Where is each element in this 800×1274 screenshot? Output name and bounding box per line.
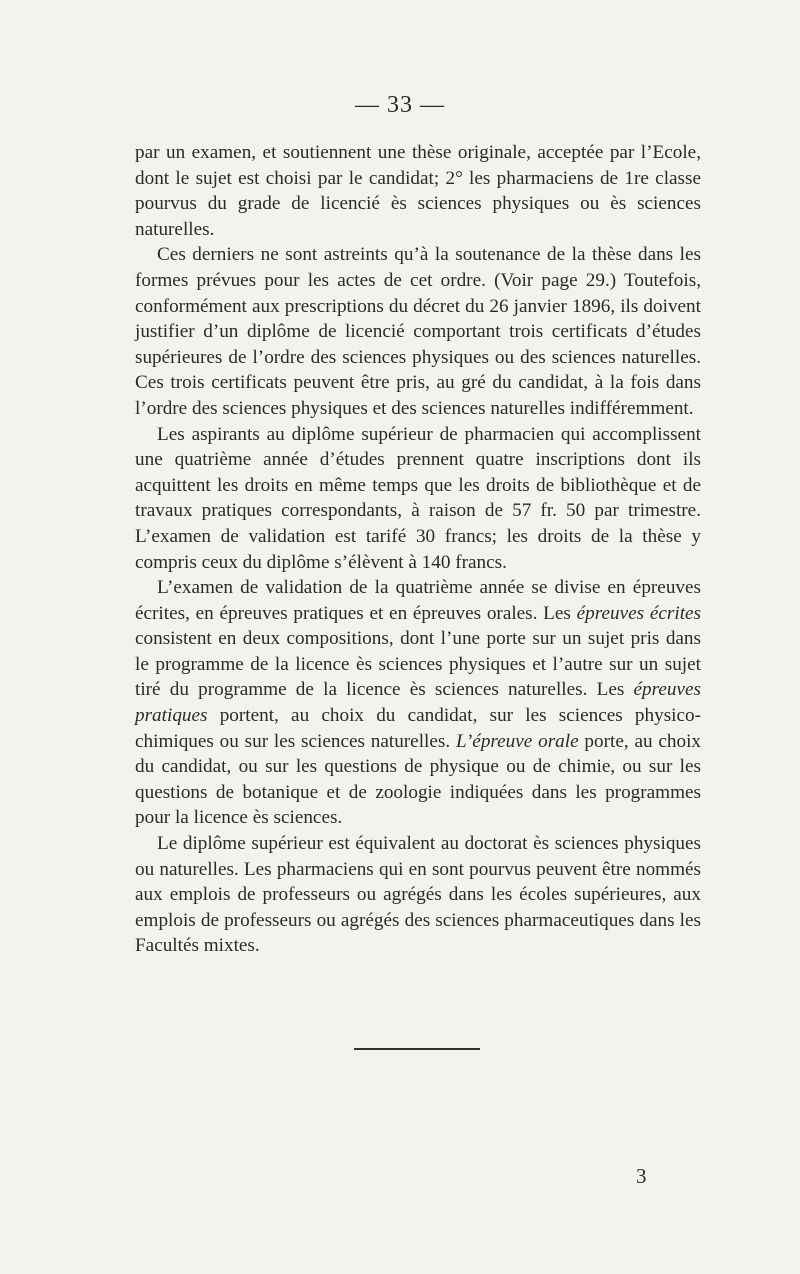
paragraph-1: par un examen, et soutiennent une thèse originale, acceptée par l’Ecole, dont le sujet est choisi par le candidat; 2° les pharmaciens de 1re classe pourvus du grade de licencié ès sciences physiques ou ès sciences naturelles.: [135, 142, 701, 240]
paragraph-3: Les aspirants au diplôme supérieur de pharmacien qui accomplissent une quatrième année d’études prennent quatre inscriptions dont ils acquittent les droits en même temps que les droits de bibliothèque et de travaux pratiques correspondants, à raison de 57 fr. 50 par trimestre. L’examen de validation est tarifé 30 francs; les droits de la thèse y compris ceux du diplôme s’élèvent à 140 francs.: [135, 423, 701, 573]
paragraph-4-text-e: portent, au choix du candidat, sur les sciences physico-chimiques ou sur les sciences naturelles.: [135, 705, 701, 752]
paragraph-4-italic-f: L’épreuve orale: [455, 730, 579, 752]
paragraph-4-text-a: L’examen de validation de la quatrième année se divise en épreuves écrites, en épreuves pratiques et en épreuves orales. Les: [135, 577, 701, 624]
paragraph-5: Le diplôme supérieur est équivalent au doctorat ès sciences physiques ou naturelles. Les pharmaciens qui en sont pourvus peuvent être nommés aux emplois de professeurs ou agrégés dans les écoles supérieures, aux emplois de professeurs ou agrégés des sciences pharmaceutiques dans les Facultés mixtes.: [135, 833, 701, 957]
paragraph-4-italic-d: épreuves pratiques: [135, 679, 701, 727]
section-divider: [354, 1048, 480, 1050]
page-number: — 33 —: [355, 92, 445, 118]
signature-mark: 3: [636, 1164, 647, 1188]
paragraph-4-text-c: consistent en deux compositions, dont l’une porte sur un sujet pris dans le programme de la licence ès sciences physiques et l’autre sur un sujet tiré du programme de la licence ès sciences naturelles. Les: [135, 628, 701, 701]
paragraph-4-italic-b: épreuves écrites: [576, 602, 702, 624]
paragraph-4-text-g: porte, au choix du candidat, ou sur les questions de physique ou de chimie, ou sur les questions de botanique et de zoologie indiquées dans les programmes pour la licence ès sciences.: [135, 730, 701, 829]
paragraph-2: Ces derniers ne sont astreints qu’à la soutenance de la thèse dans les formes prévues pour les actes de cet ordre. (Voir page 29.) Toutefois, conformément aux prescriptions du décret du 26 janvier 1896, ils doivent justifier d’un diplôme de licencié comportant trois certificats d’études supérieures de l’ordre des sciences physiques ou des sciences naturelles. Ces trois certificats peuvent être pris, au gré du candidat, à la fois dans l’ordre des sciences physiques et des sciences naturelles indifféremment.: [135, 244, 701, 419]
body-text: [135, 140, 701, 959]
paragraph-4: [135, 575, 701, 831]
